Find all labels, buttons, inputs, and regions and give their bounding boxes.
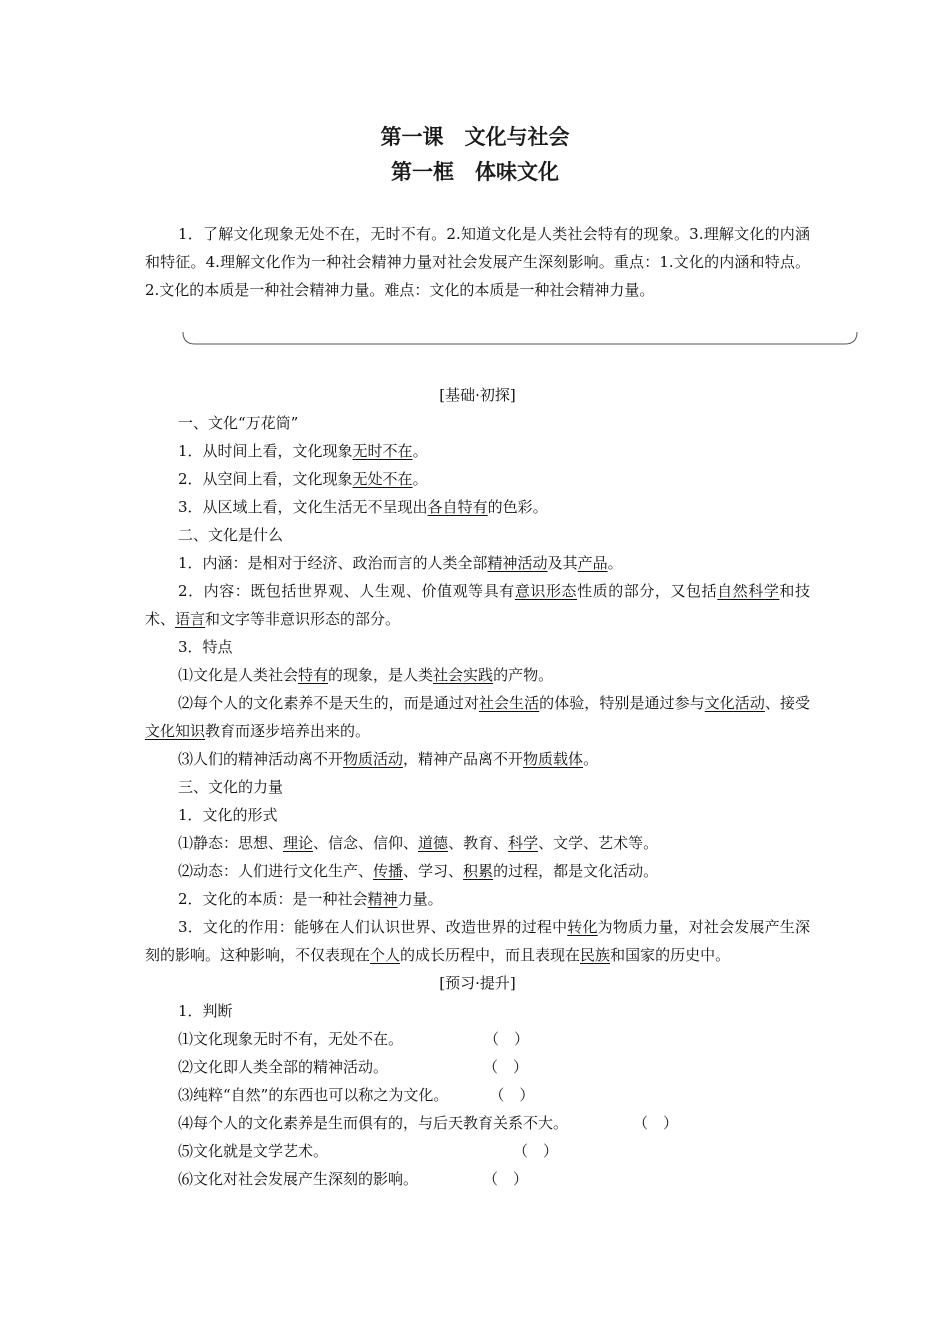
text-run: ⑵动态：人们进行文化生产、 (178, 862, 374, 880)
content-paragraph (145, 801, 810, 829)
text-run: 2．内容：既包括世界观、人生观、价值观等具有 (178, 582, 515, 600)
underlined-keyword: 理论 (283, 834, 314, 852)
underlined-keyword: 精神活动 (487, 554, 548, 572)
content-paragraph (145, 913, 810, 969)
content-paragraph (145, 521, 810, 549)
text-run: 一、文化“万花筒” (178, 414, 299, 432)
text-run: 、学习、 (403, 862, 464, 880)
content-paragraph (145, 493, 810, 521)
underlined-keyword: 意识形态 (514, 582, 578, 600)
text-run: 的成长历程中，而且表现在 (400, 946, 581, 964)
content-paragraph (145, 465, 810, 493)
judgement-item (145, 1165, 810, 1193)
lesson-title: 第一课 文化与社会 (380, 125, 570, 149)
underlined-keyword: 自然科学 (717, 582, 780, 600)
content-paragraph (145, 661, 810, 689)
text-run: 的体验，特别是通过参与 (539, 694, 705, 712)
text-run: 、信念、信仰、 (313, 834, 419, 852)
judgement-question: ⑹文化对社会发展产生深刻的影响。 (178, 1170, 419, 1188)
text-run: ⑴静态：思想、 (178, 834, 284, 852)
underlined-keyword: 语言 (175, 610, 206, 628)
text-run: 的现象，是人类 (328, 666, 434, 684)
judgement-item (145, 1081, 810, 1109)
content-paragraph (145, 857, 810, 885)
underlined-keyword: 特有 (298, 666, 329, 684)
text-run: 及其 (547, 554, 578, 572)
judgement-item (145, 1137, 810, 1165)
underlined-keyword: 道德 (418, 834, 449, 852)
text-run: 。 (412, 442, 428, 460)
content-paragraph (145, 409, 810, 437)
text-run: 和国家的历史中。 (610, 946, 731, 964)
answer-blank[interactable]: （ ） (489, 1086, 535, 1104)
underlined-keyword: 产品 (577, 554, 608, 572)
text-run: 的产物。 (493, 666, 554, 684)
underlined-keyword: 民族 (580, 946, 611, 964)
judgement-questions (145, 1025, 810, 1193)
answer-blank[interactable]: （ ） (483, 1170, 529, 1188)
lesson-content (145, 381, 810, 1193)
objectives-bracket (180, 330, 860, 348)
text-run: 1．从时间上看，文化现象 (178, 442, 353, 460)
underlined-keyword: 物质载体 (523, 750, 584, 768)
underlined-keyword: 各自特有 (427, 498, 488, 516)
text-run: ⑶人们的精神活动离不开 (178, 750, 344, 768)
underlined-keyword: 传播 (373, 862, 404, 880)
judgement-question: ⑸文化就是文学艺术。 (178, 1142, 329, 1160)
text-run: 2．文化的本质：是一种社会 (178, 890, 368, 908)
underlined-keyword: 物质活动 (343, 750, 404, 768)
text-run: ⑴文化是人类社会 (178, 666, 299, 684)
text-run: 1．文化的形式 (178, 806, 278, 824)
content-paragraph (145, 689, 810, 745)
text-run: 的色彩。 (487, 498, 548, 516)
text-run: 性质的部分，又包括 (577, 582, 718, 600)
judgement-question: ⑶纯粹“自然”的东西也可以称之为文化。 (178, 1086, 449, 1104)
content-paragraph (145, 773, 810, 801)
content-paragraph (145, 549, 810, 577)
underlined-keyword: 社会实践 (433, 666, 494, 684)
text-run: 教育而逐步培养出来的。 (205, 722, 371, 740)
text-run: 三、文化的力量 (178, 778, 284, 796)
judgement-question: ⑷每个人的文化素养是生而俱有的，与后天教育关系不大。 (178, 1114, 569, 1132)
judgement-item (145, 1025, 810, 1053)
answer-blank[interactable]: （ ） (483, 1058, 529, 1076)
judgement-item (145, 1053, 810, 1081)
text-run: 、文学、艺术等。 (538, 834, 659, 852)
learning-objectives: 1．了解文化现象无处不在，无时不有。2.知道文化是人类社会特有的现象。3.理解文化的内涵和特征。4.理解文化作为一种社会精神力量对社会发展产生深刻影响。重点：1.文化的内涵和特点。2.文化的本质是一种社会精神力量。难点：文化的本质是一种社会精神力量。 (145, 225, 810, 299)
underlined-keyword: 转化 (567, 918, 598, 936)
underlined-keyword: 无时不在 (352, 442, 413, 460)
judgement-question: ⑴文化现象无时不有，无处不在。 (178, 1030, 404, 1048)
underlined-keyword: 科学 (508, 834, 539, 852)
text-run: 、教育、 (448, 834, 509, 852)
underlined-keyword: 文化知识 (145, 722, 206, 740)
frame-title: 第一框 体味文化 (391, 160, 559, 184)
underlined-keyword: 积累 (463, 862, 494, 880)
text-run: 力量。 (397, 890, 443, 908)
text-run: 3．特点 (178, 638, 233, 656)
content-paragraph (145, 997, 810, 1025)
text-run: 二、文化是什么 (178, 526, 284, 544)
text-run: 。 (607, 554, 623, 572)
content-paragraph (145, 829, 810, 857)
text-run: 、接受 (764, 694, 810, 712)
judgement-item (145, 1109, 810, 1137)
text-run: 和文字等非意识形态的部分。 (205, 610, 401, 628)
section-heading (145, 381, 810, 409)
text-run: 的过程，都是文化活动。 (493, 862, 659, 880)
content-paragraph (145, 745, 810, 773)
text-run: [预习·提升] (439, 974, 516, 992)
content-paragraph (145, 437, 810, 465)
text-run: 为物质力量，对社会发展产生深刻的影响。这种影响，不仅表现在 (145, 918, 810, 964)
text-run: ⑵每个人的文化素养不是天生的，而是通过对 (178, 694, 479, 712)
content-paragraph (145, 885, 810, 913)
text-run: 。 (412, 470, 428, 488)
underlined-keyword: 精神 (367, 890, 398, 908)
text-run: 1．判断 (178, 1002, 233, 1020)
underlined-keyword: 个人 (370, 946, 401, 964)
judgement-question: ⑵文化即人类全部的精神活动。 (178, 1058, 389, 1076)
underlined-keyword: 无处不在 (352, 470, 413, 488)
text-run: 3．文化的作用：能够在人们认识世界、改造世界的过程中 (178, 918, 568, 936)
text-run: 3．从区域上看，文化生活无不呈现出 (178, 498, 428, 516)
answer-blank[interactable]: （ ） (633, 1114, 679, 1132)
text-run: 和技术、 (145, 582, 810, 628)
text-run: 1．内涵：是相对于经济、政治而言的人类全部 (178, 554, 488, 572)
text-run: 。 (583, 750, 599, 768)
content-paragraph (145, 577, 810, 633)
text-run: [基础·初探] (439, 386, 516, 404)
answer-blank[interactable]: （ ） (484, 1030, 530, 1048)
content-paragraph (145, 633, 810, 661)
content-lines (145, 381, 810, 1025)
underlined-keyword: 社会生活 (478, 694, 540, 712)
underlined-keyword: 文化活动 (704, 694, 765, 712)
answer-blank[interactable]: （ ） (513, 1142, 559, 1160)
text-run: ，精神产品离不开 (403, 750, 524, 768)
section-heading (145, 969, 810, 997)
text-run: 2．从空间上看，文化现象 (178, 470, 353, 488)
